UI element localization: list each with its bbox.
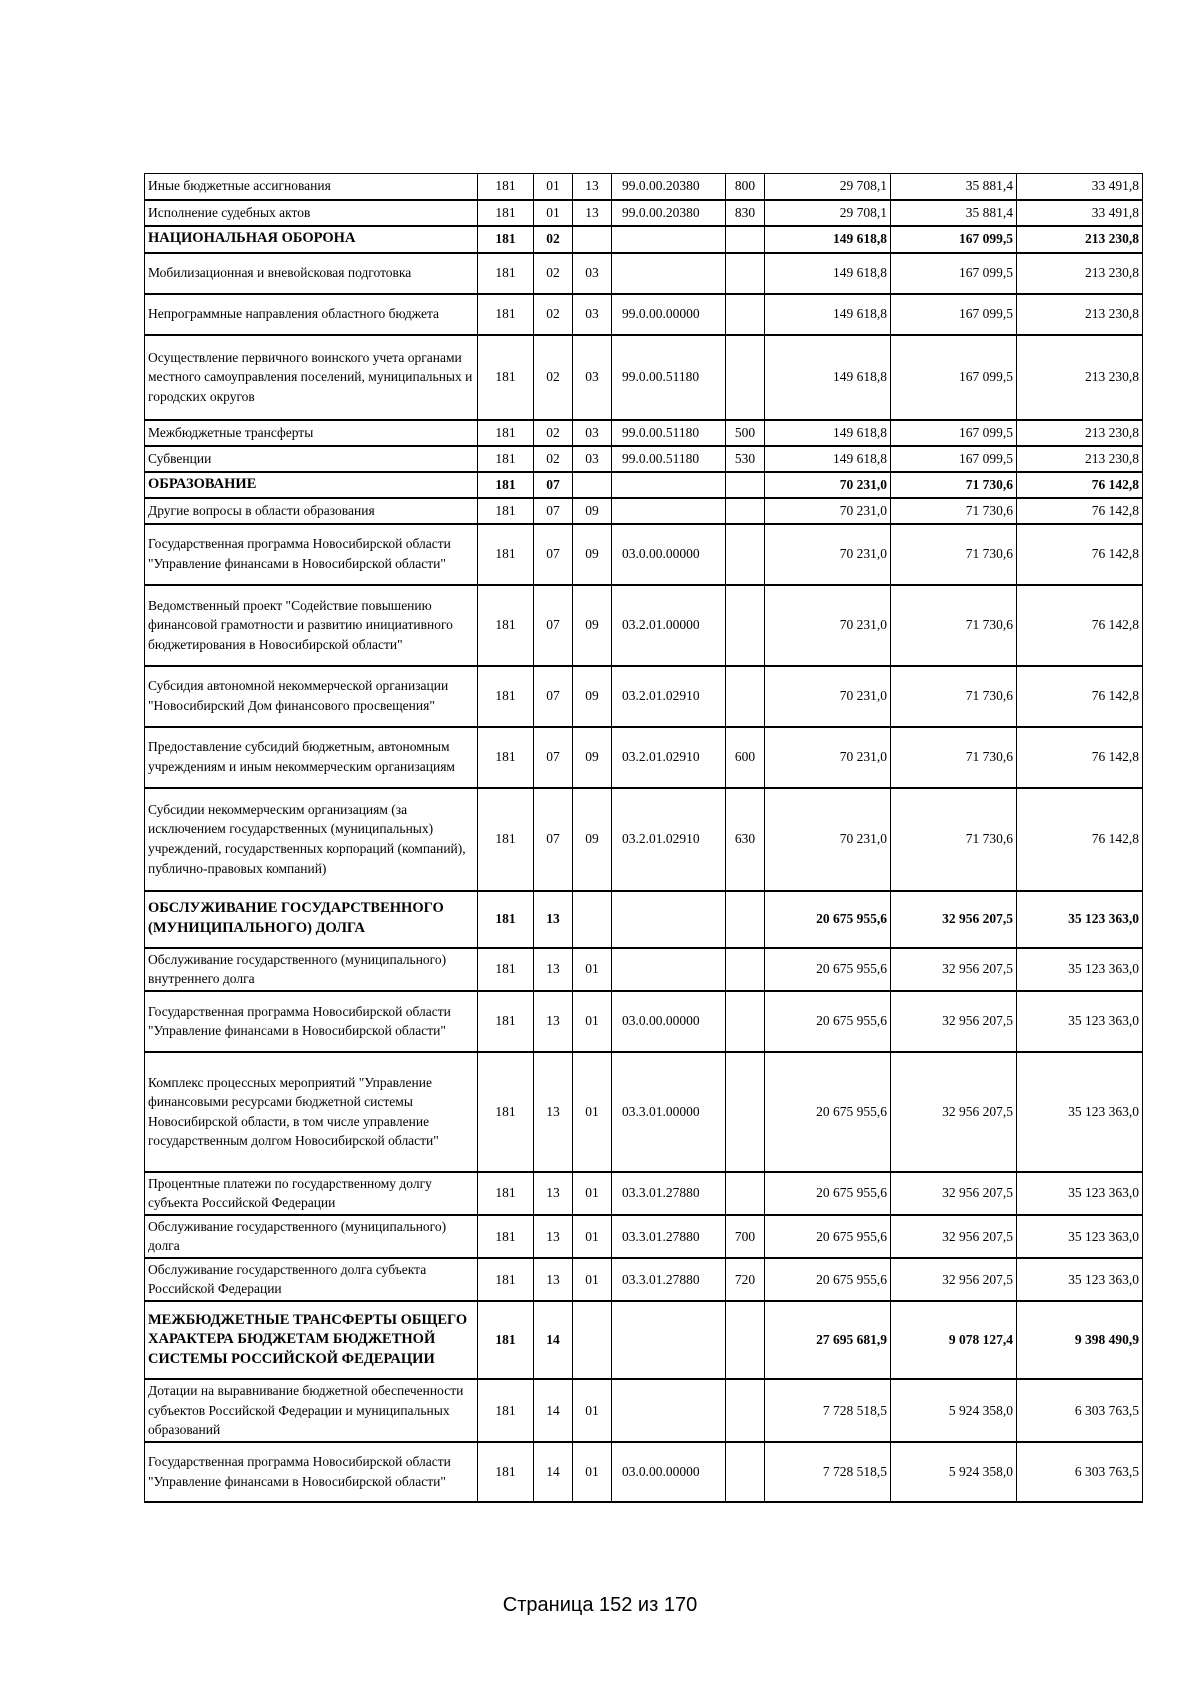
- expense-type-cell: [726, 948, 765, 991]
- amount-year2-cell: 35 881,4: [891, 200, 1017, 226]
- amount-year2-cell: 32 956 207,5: [891, 991, 1017, 1052]
- target-article-cell: 03.0.00.00000: [612, 991, 726, 1052]
- amount-year2-cell: 32 956 207,5: [891, 1215, 1017, 1258]
- amount-year3-cell: 9 398 490,9: [1017, 1301, 1143, 1379]
- target-article-cell: [612, 1301, 726, 1379]
- target-article-cell: 03.2.01.02910: [612, 666, 726, 727]
- amount-year1-cell: 20 675 955,6: [765, 1258, 891, 1301]
- expense-type-cell: 600: [726, 727, 765, 788]
- table-row: [145, 788, 1143, 891]
- table-row: [145, 294, 1143, 335]
- subsection-code-cell: 03: [573, 420, 612, 446]
- expense-type-cell: 720: [726, 1258, 765, 1301]
- expense-type-cell: [726, 666, 765, 727]
- section-code-cell: 07: [534, 727, 573, 788]
- ministry-code-cell: 181: [478, 1379, 534, 1442]
- amount-year3-cell: 213 230,8: [1017, 335, 1143, 420]
- expense-type-cell: [726, 524, 765, 585]
- amount-year1-cell: 70 231,0: [765, 585, 891, 666]
- subsection-code-cell: [573, 1301, 612, 1379]
- target-article-cell: 03.3.01.00000: [612, 1052, 726, 1172]
- amount-year2-cell: 167 099,5: [891, 446, 1017, 472]
- ministry-code-cell: 181: [478, 1172, 534, 1215]
- table-row: [145, 498, 1143, 524]
- target-article-cell: 99.0.00.20380: [612, 174, 726, 200]
- amount-year1-cell: 70 231,0: [765, 498, 891, 524]
- amount-year3-cell: 35 123 363,0: [1017, 948, 1143, 991]
- amount-year3-cell: 76 142,8: [1017, 666, 1143, 727]
- amount-year3-cell: 213 230,8: [1017, 294, 1143, 335]
- target-article-cell: 99.0.00.51180: [612, 335, 726, 420]
- amount-year1-cell: 70 231,0: [765, 524, 891, 585]
- expense-name-cell: Обслуживание государственного долга субъекта Российской Федерации: [145, 1258, 478, 1301]
- page-number: Страница 152 из 170: [502, 1594, 698, 1616]
- budget-table: [144, 173, 1143, 1503]
- table-row: [145, 226, 1143, 253]
- target-article-cell: 99.0.00.00000: [612, 294, 726, 335]
- subsection-code-cell: 09: [573, 498, 612, 524]
- ministry-code-cell: 181: [478, 891, 534, 948]
- amount-year3-cell: 35 123 363,0: [1017, 1052, 1143, 1172]
- table-row: [145, 585, 1143, 666]
- expense-name-cell: Государственная программа Новосибирской области "Управление финансами в Новосибирской области": [145, 991, 478, 1052]
- ministry-code-cell: 181: [478, 420, 534, 446]
- amount-year2-cell: 71 730,6: [891, 666, 1017, 727]
- ministry-code-cell: 181: [478, 585, 534, 666]
- expense-name-cell: Исполнение судебных актов: [145, 200, 478, 226]
- target-article-cell: 03.3.01.27880: [612, 1258, 726, 1301]
- expense-name-cell: Иные бюджетные ассигнования: [145, 174, 478, 200]
- amount-year3-cell: 6 303 763,5: [1017, 1442, 1143, 1502]
- target-article-cell: 03.2.01.02910: [612, 788, 726, 891]
- section-code-cell: 07: [534, 666, 573, 727]
- table-row: [145, 1301, 1143, 1379]
- ministry-code-cell: 181: [478, 727, 534, 788]
- subsection-code-cell: 01: [573, 1172, 612, 1215]
- table-row: [145, 1172, 1143, 1215]
- subsection-code-cell: [573, 226, 612, 253]
- subsection-code-cell: 01: [573, 1379, 612, 1442]
- target-article-cell: [612, 948, 726, 991]
- expense-type-cell: 630: [726, 788, 765, 891]
- subsection-code-cell: 03: [573, 446, 612, 472]
- table-row: [145, 948, 1143, 991]
- expense-type-cell: [726, 1052, 765, 1172]
- amount-year2-cell: 5 924 358,0: [891, 1379, 1017, 1442]
- section-code-cell: 02: [534, 446, 573, 472]
- amount-year1-cell: 149 618,8: [765, 253, 891, 294]
- expense-type-cell: [726, 585, 765, 666]
- section-code-cell: 13: [534, 1172, 573, 1215]
- amount-year2-cell: 167 099,5: [891, 294, 1017, 335]
- subsection-code-cell: 01: [573, 1052, 612, 1172]
- expense-name-cell: ОБСЛУЖИВАНИЕ ГОСУДАРСТВЕННОГО (МУНИЦИПАЛЬНОГО) ДОЛГА: [145, 891, 478, 948]
- subsection-code-cell: [573, 891, 612, 948]
- amount-year3-cell: 35 123 363,0: [1017, 1258, 1143, 1301]
- table-row: [145, 335, 1143, 420]
- section-code-cell: 14: [534, 1301, 573, 1379]
- amount-year1-cell: 70 231,0: [765, 788, 891, 891]
- section-code-cell: 07: [534, 498, 573, 524]
- subsection-code-cell: 09: [573, 585, 612, 666]
- amount-year2-cell: 71 730,6: [891, 472, 1017, 498]
- subsection-code-cell: 03: [573, 294, 612, 335]
- table-row: [145, 174, 1143, 200]
- amount-year2-cell: 32 956 207,5: [891, 948, 1017, 991]
- section-code-cell: 02: [534, 226, 573, 253]
- subsection-code-cell: 13: [573, 174, 612, 200]
- ministry-code-cell: 181: [478, 174, 534, 200]
- section-code-cell: 13: [534, 1052, 573, 1172]
- section-code-cell: 14: [534, 1442, 573, 1502]
- amount-year2-cell: 167 099,5: [891, 420, 1017, 446]
- section-code-cell: 02: [534, 253, 573, 294]
- section-code-cell: 13: [534, 1258, 573, 1301]
- subsection-code-cell: 03: [573, 335, 612, 420]
- amount-year1-cell: 20 675 955,6: [765, 948, 891, 991]
- amount-year1-cell: 7 728 518,5: [765, 1379, 891, 1442]
- amount-year2-cell: 71 730,6: [891, 498, 1017, 524]
- amount-year3-cell: 76 142,8: [1017, 788, 1143, 891]
- expense-type-cell: 700: [726, 1215, 765, 1258]
- section-code-cell: 01: [534, 174, 573, 200]
- subsection-code-cell: 01: [573, 1442, 612, 1502]
- target-article-cell: [612, 1379, 726, 1442]
- expense-name-cell: МЕЖБЮДЖЕТНЫЕ ТРАНСФЕРТЫ ОБЩЕГО ХАРАКТЕРА БЮДЖЕТАМ БЮДЖЕТНОЙ СИСТЕМЫ РОССИЙСКОЙ ФЕДЕРАЦИИ: [145, 1301, 478, 1379]
- subsection-code-cell: 01: [573, 1258, 612, 1301]
- amount-year3-cell: 76 142,8: [1017, 585, 1143, 666]
- subsection-code-cell: [573, 472, 612, 498]
- amount-year2-cell: 35 881,4: [891, 174, 1017, 200]
- amount-year2-cell: 9 078 127,4: [891, 1301, 1017, 1379]
- expense-name-cell: Процентные платежи по государственному долгу субъекта Российской Федерации: [145, 1172, 478, 1215]
- ministry-code-cell: 181: [478, 1301, 534, 1379]
- amount-year2-cell: 167 099,5: [891, 226, 1017, 253]
- section-code-cell: 13: [534, 948, 573, 991]
- expense-type-cell: [726, 472, 765, 498]
- amount-year1-cell: 20 675 955,6: [765, 1052, 891, 1172]
- ministry-code-cell: 181: [478, 226, 534, 253]
- target-article-cell: 03.3.01.27880: [612, 1215, 726, 1258]
- expense-name-cell: Комплекс процессных мероприятий "Управление финансовыми ресурсами бюджетной системы Новосибирской области, в том числе управление государственным долгом Новосибирской области": [145, 1052, 478, 1172]
- expense-name-cell: Обслуживание государственного (муниципального) долга: [145, 1215, 478, 1258]
- ministry-code-cell: 181: [478, 788, 534, 891]
- amount-year1-cell: 70 231,0: [765, 666, 891, 727]
- section-code-cell: 07: [534, 472, 573, 498]
- table-row: [145, 1215, 1143, 1258]
- ministry-code-cell: 181: [478, 1442, 534, 1502]
- table-body: [145, 174, 1143, 1502]
- amount-year1-cell: 149 618,8: [765, 446, 891, 472]
- expense-name-cell: Другие вопросы в области образования: [145, 498, 478, 524]
- amount-year3-cell: 213 230,8: [1017, 446, 1143, 472]
- amount-year2-cell: 71 730,6: [891, 727, 1017, 788]
- expense-name-cell: Субсидия автономной некоммерческой организации "Новосибирский Дом финансового просвещения": [145, 666, 478, 727]
- ministry-code-cell: 181: [478, 446, 534, 472]
- target-article-cell: 03.2.01.02910: [612, 727, 726, 788]
- subsection-code-cell: 09: [573, 788, 612, 891]
- ministry-code-cell: 181: [478, 991, 534, 1052]
- amount-year3-cell: 6 303 763,5: [1017, 1379, 1143, 1442]
- amount-year1-cell: 70 231,0: [765, 472, 891, 498]
- amount-year2-cell: 32 956 207,5: [891, 1258, 1017, 1301]
- expense-name-cell: Непрограммные направления областного бюджета: [145, 294, 478, 335]
- amount-year1-cell: 149 618,8: [765, 420, 891, 446]
- amount-year3-cell: 76 142,8: [1017, 524, 1143, 585]
- target-article-cell: 03.2.01.00000: [612, 585, 726, 666]
- table-row: [145, 446, 1143, 472]
- amount-year1-cell: 149 618,8: [765, 335, 891, 420]
- subsection-code-cell: 13: [573, 200, 612, 226]
- expense-type-cell: [726, 891, 765, 948]
- section-code-cell: 01: [534, 200, 573, 226]
- amount-year1-cell: 149 618,8: [765, 294, 891, 335]
- amount-year3-cell: 35 123 363,0: [1017, 1172, 1143, 1215]
- section-code-cell: 13: [534, 991, 573, 1052]
- table-row: [145, 200, 1143, 226]
- table-row: [145, 991, 1143, 1052]
- section-code-cell: 07: [534, 524, 573, 585]
- amount-year2-cell: 5 924 358,0: [891, 1442, 1017, 1502]
- expense-name-cell: ОБРАЗОВАНИЕ: [145, 472, 478, 498]
- expense-type-cell: 500: [726, 420, 765, 446]
- expense-type-cell: 830: [726, 200, 765, 226]
- subsection-code-cell: 09: [573, 524, 612, 585]
- amount-year3-cell: 213 230,8: [1017, 253, 1143, 294]
- subsection-code-cell: 03: [573, 253, 612, 294]
- ministry-code-cell: 181: [478, 1052, 534, 1172]
- section-code-cell: 02: [534, 420, 573, 446]
- amount-year2-cell: 71 730,6: [891, 788, 1017, 891]
- amount-year1-cell: 20 675 955,6: [765, 1172, 891, 1215]
- expense-type-cell: [726, 991, 765, 1052]
- amount-year1-cell: 20 675 955,6: [765, 891, 891, 948]
- amount-year1-cell: 70 231,0: [765, 727, 891, 788]
- amount-year1-cell: 20 675 955,6: [765, 1215, 891, 1258]
- table-row: [145, 727, 1143, 788]
- expense-type-cell: 530: [726, 446, 765, 472]
- section-code-cell: 13: [534, 891, 573, 948]
- amount-year2-cell: 167 099,5: [891, 335, 1017, 420]
- section-code-cell: 14: [534, 1379, 573, 1442]
- section-code-cell: 07: [534, 788, 573, 891]
- subsection-code-cell: 09: [573, 727, 612, 788]
- expense-type-cell: [726, 294, 765, 335]
- amount-year3-cell: 213 230,8: [1017, 420, 1143, 446]
- table-row: [145, 666, 1143, 727]
- ministry-code-cell: 181: [478, 472, 534, 498]
- expense-name-cell: Осуществление первичного воинского учета органами местного самоуправления поселений, муниципальных и городских округов: [145, 335, 478, 420]
- amount-year1-cell: 149 618,8: [765, 226, 891, 253]
- expense-name-cell: Предоставление субсидий бюджетным, автономным учреждениям и иным некоммерческим организациям: [145, 727, 478, 788]
- table-row: [145, 524, 1143, 585]
- section-code-cell: 07: [534, 585, 573, 666]
- amount-year2-cell: 32 956 207,5: [891, 1172, 1017, 1215]
- amount-year3-cell: 35 123 363,0: [1017, 1215, 1143, 1258]
- amount-year2-cell: 167 099,5: [891, 253, 1017, 294]
- expense-name-cell: Ведомственный проект "Содействие повышению финансовой грамотности и развитию инициативного бюджетирования в Новосибирской области": [145, 585, 478, 666]
- expense-name-cell: Мобилизационная и вневойсковая подготовка: [145, 253, 478, 294]
- amount-year1-cell: 27 695 681,9: [765, 1301, 891, 1379]
- amount-year2-cell: 32 956 207,5: [891, 891, 1017, 948]
- amount-year3-cell: 35 123 363,0: [1017, 991, 1143, 1052]
- section-code-cell: 13: [534, 1215, 573, 1258]
- expense-type-cell: [726, 1379, 765, 1442]
- amount-year3-cell: 213 230,8: [1017, 226, 1143, 253]
- amount-year3-cell: 76 142,8: [1017, 498, 1143, 524]
- ministry-code-cell: 181: [478, 200, 534, 226]
- amount-year1-cell: 29 708,1: [765, 174, 891, 200]
- target-article-cell: 99.0.00.51180: [612, 446, 726, 472]
- subsection-code-cell: 01: [573, 948, 612, 991]
- table-row: [145, 420, 1143, 446]
- expense-type-cell: [726, 498, 765, 524]
- table-row: [145, 1442, 1143, 1502]
- target-article-cell: [612, 498, 726, 524]
- ministry-code-cell: 181: [478, 1258, 534, 1301]
- expense-type-cell: [726, 253, 765, 294]
- target-article-cell: 03.3.01.27880: [612, 1172, 726, 1215]
- ministry-code-cell: 181: [478, 1215, 534, 1258]
- ministry-code-cell: 181: [478, 294, 534, 335]
- amount-year2-cell: 71 730,6: [891, 585, 1017, 666]
- amount-year2-cell: 32 956 207,5: [891, 1052, 1017, 1172]
- expense-type-cell: [726, 335, 765, 420]
- ministry-code-cell: 181: [478, 666, 534, 727]
- target-article-cell: 03.0.00.00000: [612, 524, 726, 585]
- amount-year3-cell: 35 123 363,0: [1017, 891, 1143, 948]
- target-article-cell: [612, 253, 726, 294]
- expense-name-cell: Государственная программа Новосибирской области "Управление финансами в Новосибирской области": [145, 524, 478, 585]
- table-row: [145, 1052, 1143, 1172]
- expense-type-cell: [726, 1301, 765, 1379]
- subsection-code-cell: 01: [573, 1215, 612, 1258]
- target-article-cell: [612, 472, 726, 498]
- expense-type-cell: [726, 1442, 765, 1502]
- table-row: [145, 1258, 1143, 1301]
- table-row: [145, 253, 1143, 294]
- section-code-cell: 02: [534, 294, 573, 335]
- target-article-cell: [612, 226, 726, 253]
- table-row: [145, 472, 1143, 498]
- ministry-code-cell: 181: [478, 524, 534, 585]
- amount-year3-cell: 76 142,8: [1017, 727, 1143, 788]
- expense-name-cell: НАЦИОНАЛЬНАЯ ОБОРОНА: [145, 226, 478, 253]
- amount-year1-cell: 7 728 518,5: [765, 1442, 891, 1502]
- expense-name-cell: Межбюджетные трансферты: [145, 420, 478, 446]
- table-row: [145, 1379, 1143, 1442]
- amount-year1-cell: 20 675 955,6: [765, 991, 891, 1052]
- amount-year3-cell: 33 491,8: [1017, 200, 1143, 226]
- expense-name-cell: Субсидии некоммерческим организациям (за исключением государственных (муниципальных) учреждений, государственных корпораций (компаний), публично-правовых компаний): [145, 788, 478, 891]
- amount-year2-cell: 71 730,6: [891, 524, 1017, 585]
- amount-year3-cell: 76 142,8: [1017, 472, 1143, 498]
- table-row: [145, 891, 1143, 948]
- ministry-code-cell: 181: [478, 253, 534, 294]
- amount-year3-cell: 33 491,8: [1017, 174, 1143, 200]
- expense-name-cell: Обслуживание государственного (муниципального) внутреннего долга: [145, 948, 478, 991]
- expense-name-cell: Дотации на выравнивание бюджетной обеспеченности субъектов Российской Федерации и муниципальных образований: [145, 1379, 478, 1442]
- subsection-code-cell: 09: [573, 666, 612, 727]
- ministry-code-cell: 181: [478, 498, 534, 524]
- expense-type-cell: 800: [726, 174, 765, 200]
- expense-type-cell: [726, 1172, 765, 1215]
- amount-year1-cell: 29 708,1: [765, 200, 891, 226]
- ministry-code-cell: 181: [478, 335, 534, 420]
- target-article-cell: 99.0.00.51180: [612, 420, 726, 446]
- ministry-code-cell: 181: [478, 948, 534, 991]
- expense-name-cell: Субвенции: [145, 446, 478, 472]
- target-article-cell: [612, 891, 726, 948]
- section-code-cell: 02: [534, 335, 573, 420]
- subsection-code-cell: 01: [573, 991, 612, 1052]
- expense-type-cell: [726, 226, 765, 253]
- expense-name-cell: Государственная программа Новосибирской области "Управление финансами в Новосибирской области": [145, 1442, 478, 1502]
- target-article-cell: 99.0.00.20380: [612, 200, 726, 226]
- target-article-cell: 03.0.00.00000: [612, 1442, 726, 1502]
